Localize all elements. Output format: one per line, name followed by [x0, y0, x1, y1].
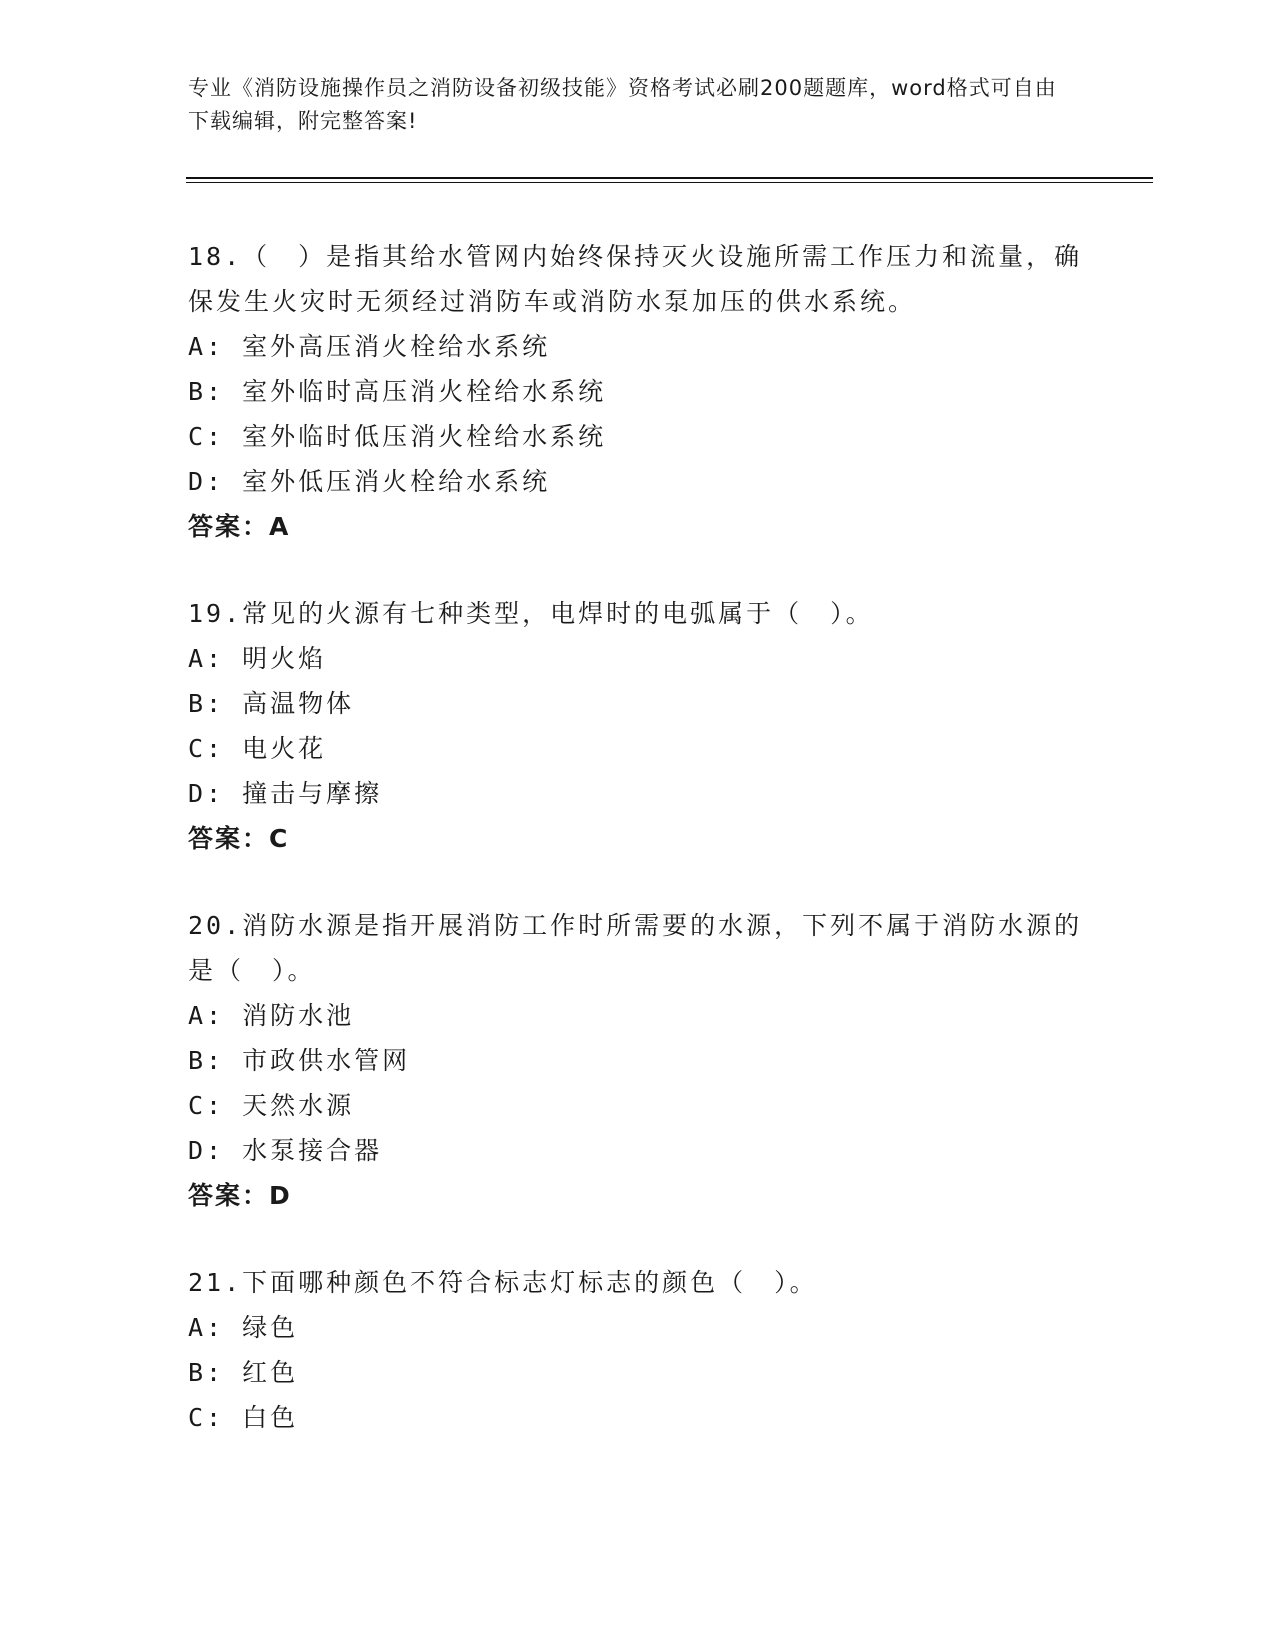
answer: 答案：C: [188, 824, 290, 853]
option-c: C: 天然水源: [188, 1091, 355, 1120]
option-a: A: 明火焰: [188, 644, 327, 673]
question-stem: 21.下面哪种颜色不符合标志灯标志的颜色（ ）。: [188, 1268, 818, 1297]
option-d: D: 室外低压消火栓给水系统: [188, 467, 551, 496]
option-a: A: 室外高压消火栓给水系统: [188, 332, 551, 361]
question-list: [188, 234, 1088, 1482]
option-b: B: 高温物体: [188, 689, 355, 718]
option-c: C: 室外临时低压消火栓给水系统: [188, 422, 607, 451]
option-a: A: 消防水池: [188, 1001, 355, 1030]
option-b: B: 室外临时高压消火栓给水系统: [188, 377, 607, 406]
header-divider-thick: [186, 177, 1153, 179]
header-divider-thin: [186, 182, 1153, 183]
question-stem: 20.消防水源是指开展消防工作时所需要的水源，下列不属于消防水源的是（ ）。: [188, 911, 1083, 985]
answer: 答案：D: [188, 1181, 292, 1210]
question-20: [188, 903, 1088, 1218]
document-header: 专业《消防设施操作员之消防设备初级技能》资格考试必刷200题题库，word格式可自由下载编辑，附完整答案!: [188, 76, 1057, 133]
option-d: D: 水泵接合器: [188, 1136, 383, 1165]
option-c: C: 白色: [188, 1403, 299, 1432]
option-c: C: 电火花: [188, 734, 327, 763]
option-b: B: 红色: [188, 1358, 299, 1387]
question-18: [188, 234, 1088, 549]
answer: 答案：A: [188, 512, 291, 541]
question-stem: 18.（ ）是指其给水管网内始终保持灭火设施所需工作压力和流量，确保发生火灾时无须经过消防车或消防水泵加压的供水系统。: [188, 242, 1083, 316]
question-21: [188, 1260, 1088, 1440]
option-d: D: 撞击与摩擦: [188, 779, 383, 808]
question-19: [188, 591, 1088, 861]
option-b: B: 市政供水管网: [188, 1046, 411, 1075]
option-a: A: 绿色: [188, 1313, 299, 1342]
question-stem: 19.常见的火源有七种类型，电焊时的电弧属于（ ）。: [188, 599, 874, 628]
